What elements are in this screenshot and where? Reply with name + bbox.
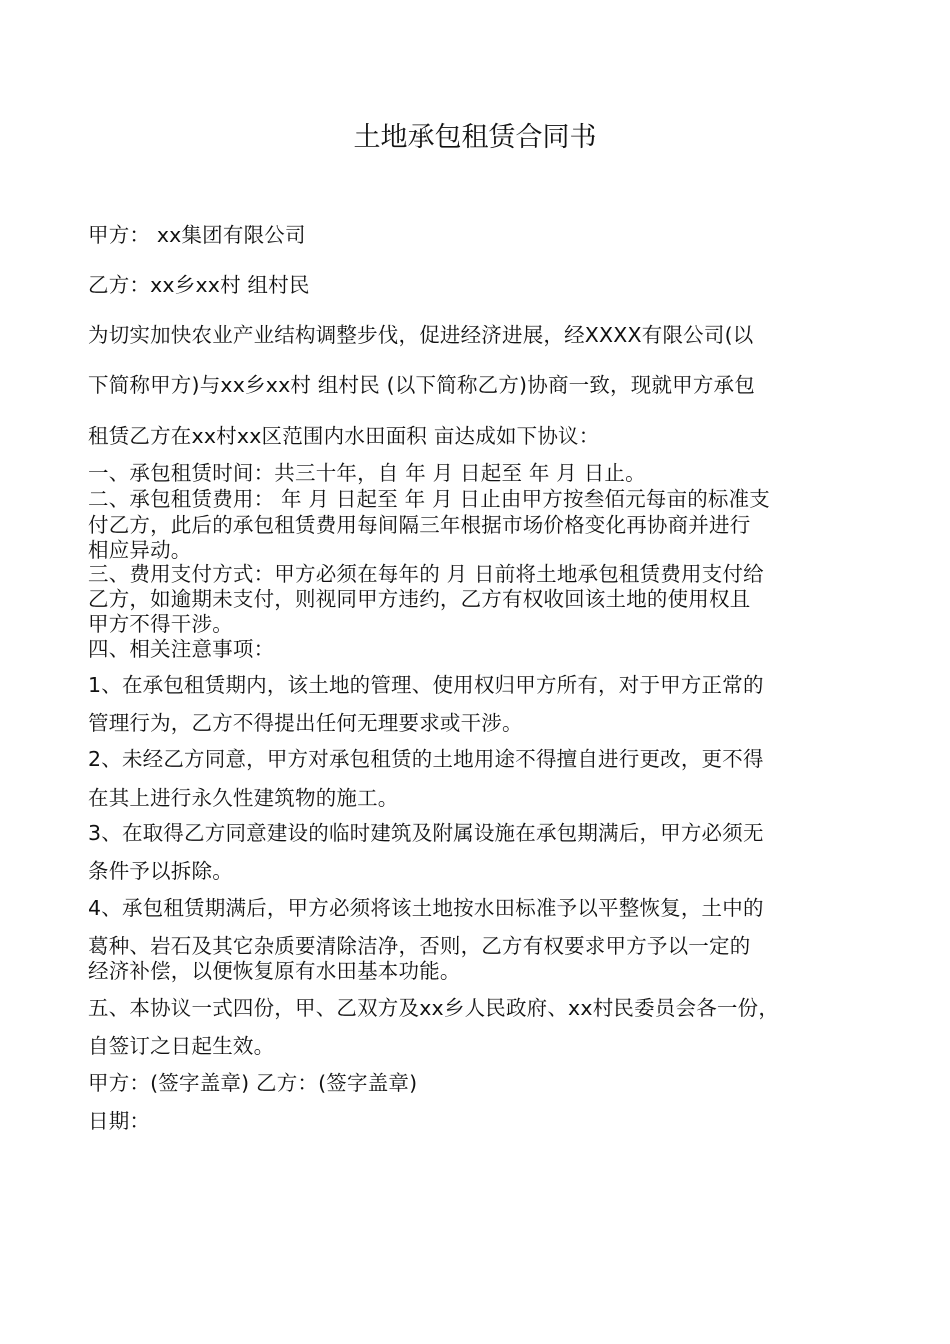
note-4-line-2: 葛种、岩石及其它杂质要清除洁净，否则，乙方有权要求甲方予以一定的 [88,934,751,958]
note-2-line-2: 在其上进行永久性建筑物的施工。 [88,786,399,810]
document-title: 土地承包租赁合同书 [353,122,597,153]
note-1-line-2: 管理行为，乙方不得提出任何无理要求或干涉。 [88,711,523,735]
party-b-line: 乙方：xx乡xx村 组村民 [88,273,310,297]
clause-5-line-1: 五、本协议一式四份，甲、乙双方及xx乡人民政府、xx村民委员会各一份， [88,996,780,1020]
clause-2-line-1: 二、承包租赁费用： 年 月 日起至 年 月 日止由甲方按叁佰元每亩的标准支 [88,487,770,511]
clause-3-line-3: 甲方不得干涉。 [88,612,233,636]
clause-5-line-2: 自签订之日起生效。 [88,1034,275,1058]
clause-1-line-1: 一、承包租赁时间：共三十年，自 年 月 日起至 年 月 日止。 [88,461,646,485]
preamble-line-2: 下简称甲方)与xx乡xx村 组村民 (以下简称乙方)协商一致，现就甲方承包 [88,373,755,397]
date-line: 日期： [88,1109,151,1133]
clause-2-line-3: 相应异动。 [88,538,192,562]
note-4-line-1: 4、承包租赁期满后，甲方必须将该土地按水田标准予以平整恢复，土中的 [88,896,764,920]
clause-3-line-2: 乙方，如逾期未支付，则视同甲方违约，乙方有权收回该土地的使用权且 [88,587,751,611]
note-2-line-1: 2、未经乙方同意，甲方对承包租赁的土地用途不得擅自进行更改，更不得 [88,747,764,771]
note-4-line-3: 经济补偿，以便恢复原有水田基本功能。 [88,959,461,983]
clause-2-line-2: 付乙方，此后的承包租赁费用每间隔三年根据市场价格变化再协商并进行 [88,513,751,537]
preamble-line-3: 租赁乙方在xx村xx区范围内水田面积 亩达成如下协议： [88,424,600,448]
party-a-line: 甲方： xx集团有限公司 [88,223,306,247]
preamble-line-1: 为切实加快农业产业结构调整步伐，促进经济进展，经XXXX有限公司(以 [88,323,754,347]
note-3-line-1: 3、在取得乙方同意建设的临时建筑及附属设施在承包期满后，甲方必须无 [88,821,764,845]
signature-line: 甲方：(签字盖章) 乙方：(签字盖章) [88,1071,418,1095]
clause-4-heading: 四、相关注意事项： [88,637,275,661]
note-3-line-2: 条件予以拆除。 [88,859,233,883]
note-1-line-1: 1、在承包租赁期内，该土地的管理、使用权归甲方所有，对于甲方正常的 [88,673,764,697]
clause-3-line-1: 三、费用支付方式：甲方必须在每年的 月 日前将土地承包租赁费用支付给 [88,562,764,586]
